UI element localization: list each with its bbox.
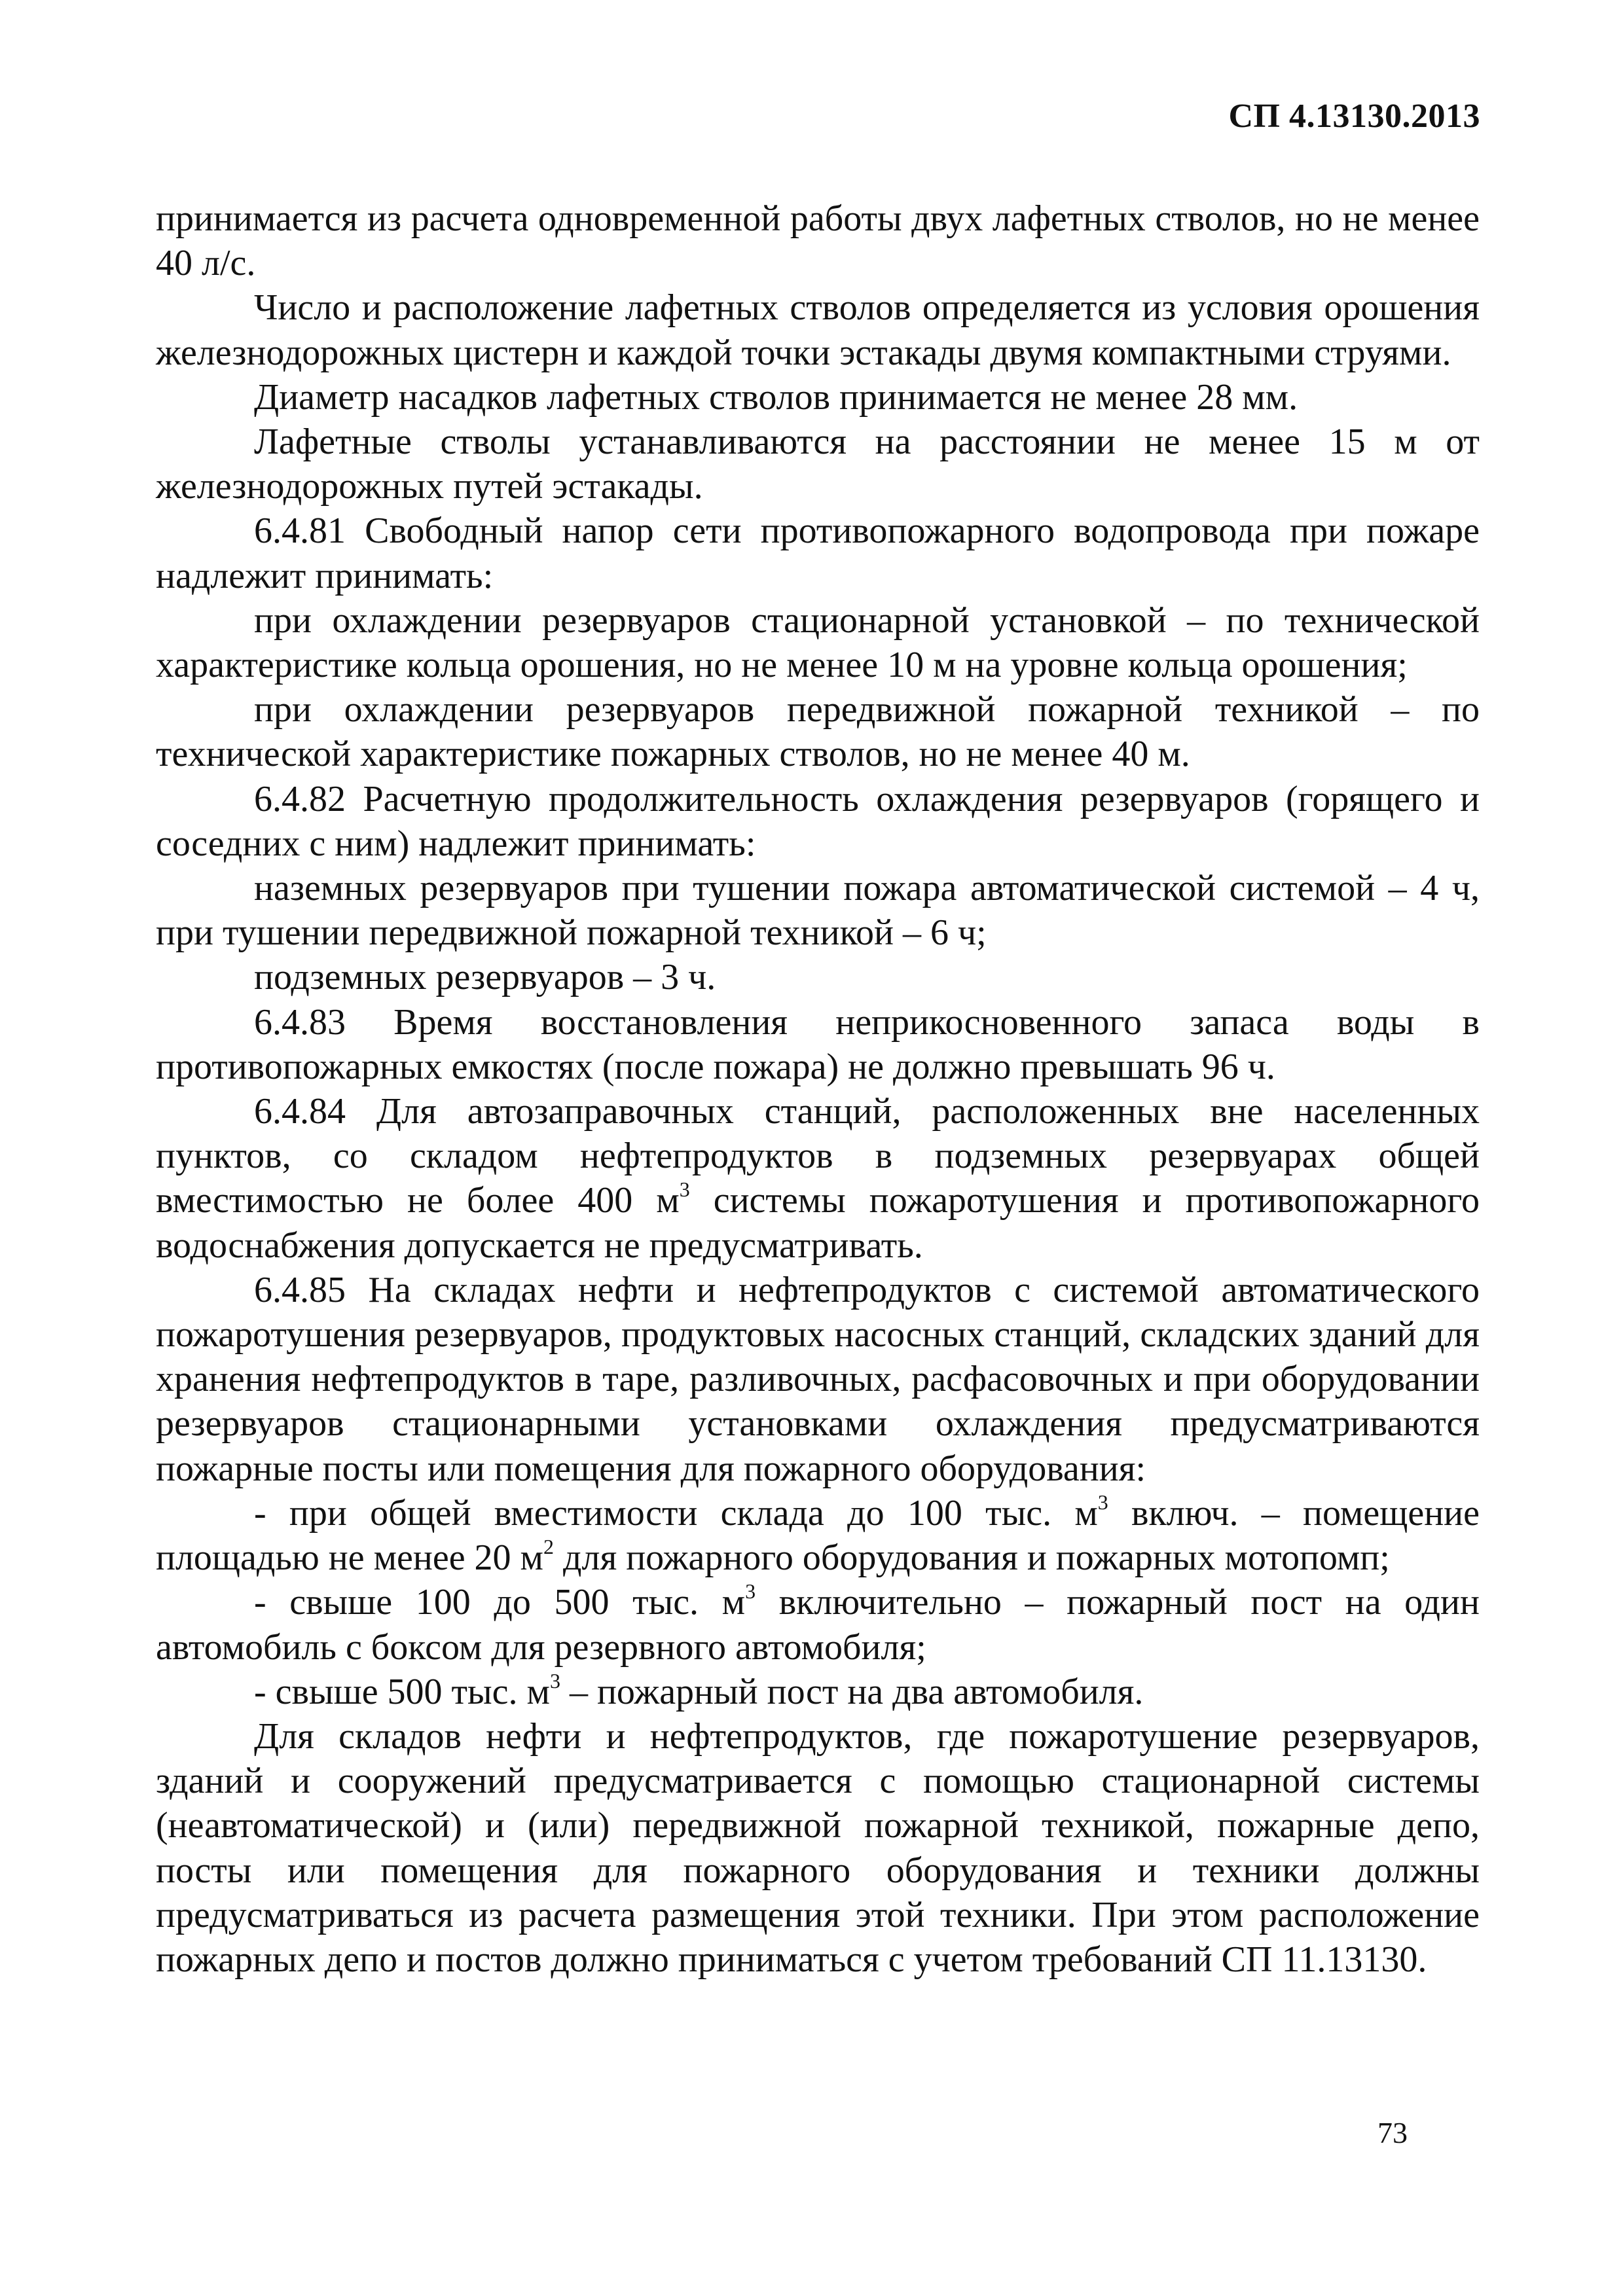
clause-6-4-81-item-mobile: при охлаждении резервуаров передвижной пожарной техникой – по технической характеристике пожарных стволов, но не менее 40 м. — [156, 689, 1480, 775]
item-over-500-text-end: – пожарный пост на два автомобиля. — [560, 1671, 1144, 1712]
clause-6-4-85-item-100 — [156, 1491, 1480, 1580]
paragraph-monitor-nozzles-count: Число и расположение лафетных стволов определяется из условия орошения железнодорожных цистерн и каждой точки эстакады двумя компактными струями. — [156, 287, 1480, 373]
clause-6-4-82-item-ground: наземных резервуаров при тушении пожара автоматической системой – 4 ч, при тушении передвижной пожарной техникой – 6 ч; — [156, 868, 1480, 954]
clause-6-4-82: 6.4.82 Расчетную продолжительность охлаждения резервуаров (горящего и соседних с ним) надлежит принимать: — [156, 778, 1480, 864]
item-100-text-middle: включ. – помещение площадью не менее 20 м — [156, 1492, 1480, 1579]
clause-6-4-84-text-end: системы пожаротушения и противопожарного водоснабжения допускается не предусматривать. — [156, 1180, 1480, 1266]
unit-exponent: 2 — [543, 1535, 554, 1559]
paragraph-fire-depots: Для складов нефти и нефтепродуктов, где пожаротушение резервуаров, зданий и сооружений предусматривается с помощью стационарной системы (неавтоматической) и (или) передвижной пожарной техникой, пожарные депо, посты или помещения для пожарного оборудования и техники должны предусматриваться из расчета размещения этой техники. При этом расположение пожарных депо и постов должно приниматься с учетом требований СП 11.13130. — [156, 1715, 1480, 1980]
clause-6-4-85-item-over-500 — [156, 1670, 1480, 1714]
clause-6-4-82-item-underground: подземных резервуаров – 3 ч. — [254, 957, 716, 998]
paragraph-continuation: принимается из расчета одновременной работы двух лафетных стволов, но не менее 40 л/с. — [156, 198, 1480, 284]
unit-exponent: 3 — [745, 1579, 756, 1604]
unit-exponent: 3 — [1097, 1490, 1108, 1514]
page-number: 73 — [1377, 2116, 1408, 2149]
item-100-text-end: для пожарного оборудования и пожарных мотопомп; — [554, 1537, 1390, 1579]
clause-6-4-81: 6.4.81 Свободный напор сети противопожарного водопровода при пожаре надлежит принимать: — [156, 511, 1480, 596]
item-500-text: - свыше 100 до 500 тыс. м — [254, 1582, 746, 1623]
clause-6-4-84 — [156, 1089, 1480, 1268]
document-body — [156, 196, 1480, 1982]
document-code-header: СП 4.13130.2013 — [1228, 98, 1480, 135]
paragraph-nozzle-diameter: Диаметр насадков лафетных стволов принимается не менее 28 мм. — [254, 376, 1298, 418]
unit-exponent: 3 — [549, 1668, 560, 1693]
clause-6-4-85-item-500 — [156, 1580, 1480, 1669]
item-over-500-text: - свыше 500 тыс. м — [254, 1671, 550, 1712]
clause-6-4-84-text: 6.4.84 Для автозаправочных станций, расположенных вне населенных пунктов, со складом нефтепродуктов в подземных резервуарах общей вместимостью не более 400 м — [156, 1091, 1480, 1221]
clause-6-4-83: 6.4.83 Время восстановления неприкосновенного запаса воды в противопожарных емкостях (после пожара) не должно превышать 96 ч. — [156, 1001, 1480, 1087]
clause-6-4-81-item-stationary: при охлаждении резервуаров стационарной установкой – по технической характеристике кольца орошения, но не менее 10 м на уровне кольца орошения; — [156, 600, 1480, 686]
item-500-text-end: включительно – пожарный пост на один автомобиль с боксом для резервного автомобиля; — [156, 1582, 1480, 1668]
paragraph-nozzle-distance: Лафетные стволы устанавливаются на расстоянии не менее 15 м от железнодорожных путей эстакады. — [156, 422, 1480, 507]
item-100-text: - при общей вместимости склада до 100 тыс. м — [254, 1492, 1098, 1534]
clause-6-4-85: 6.4.85 На складах нефти и нефтепродуктов с системой автоматического пожаротушения резервуаров, продуктовых насосных станций, складских зданий для хранения нефтепродуктов в таре, разливочных, расфасовочных и при оборудовании резервуаров стационарными установками охлаждения предусматриваются пожарные посты или помещения для пожарного оборудования: — [156, 1269, 1480, 1489]
unit-exponent: 3 — [679, 1177, 690, 1202]
